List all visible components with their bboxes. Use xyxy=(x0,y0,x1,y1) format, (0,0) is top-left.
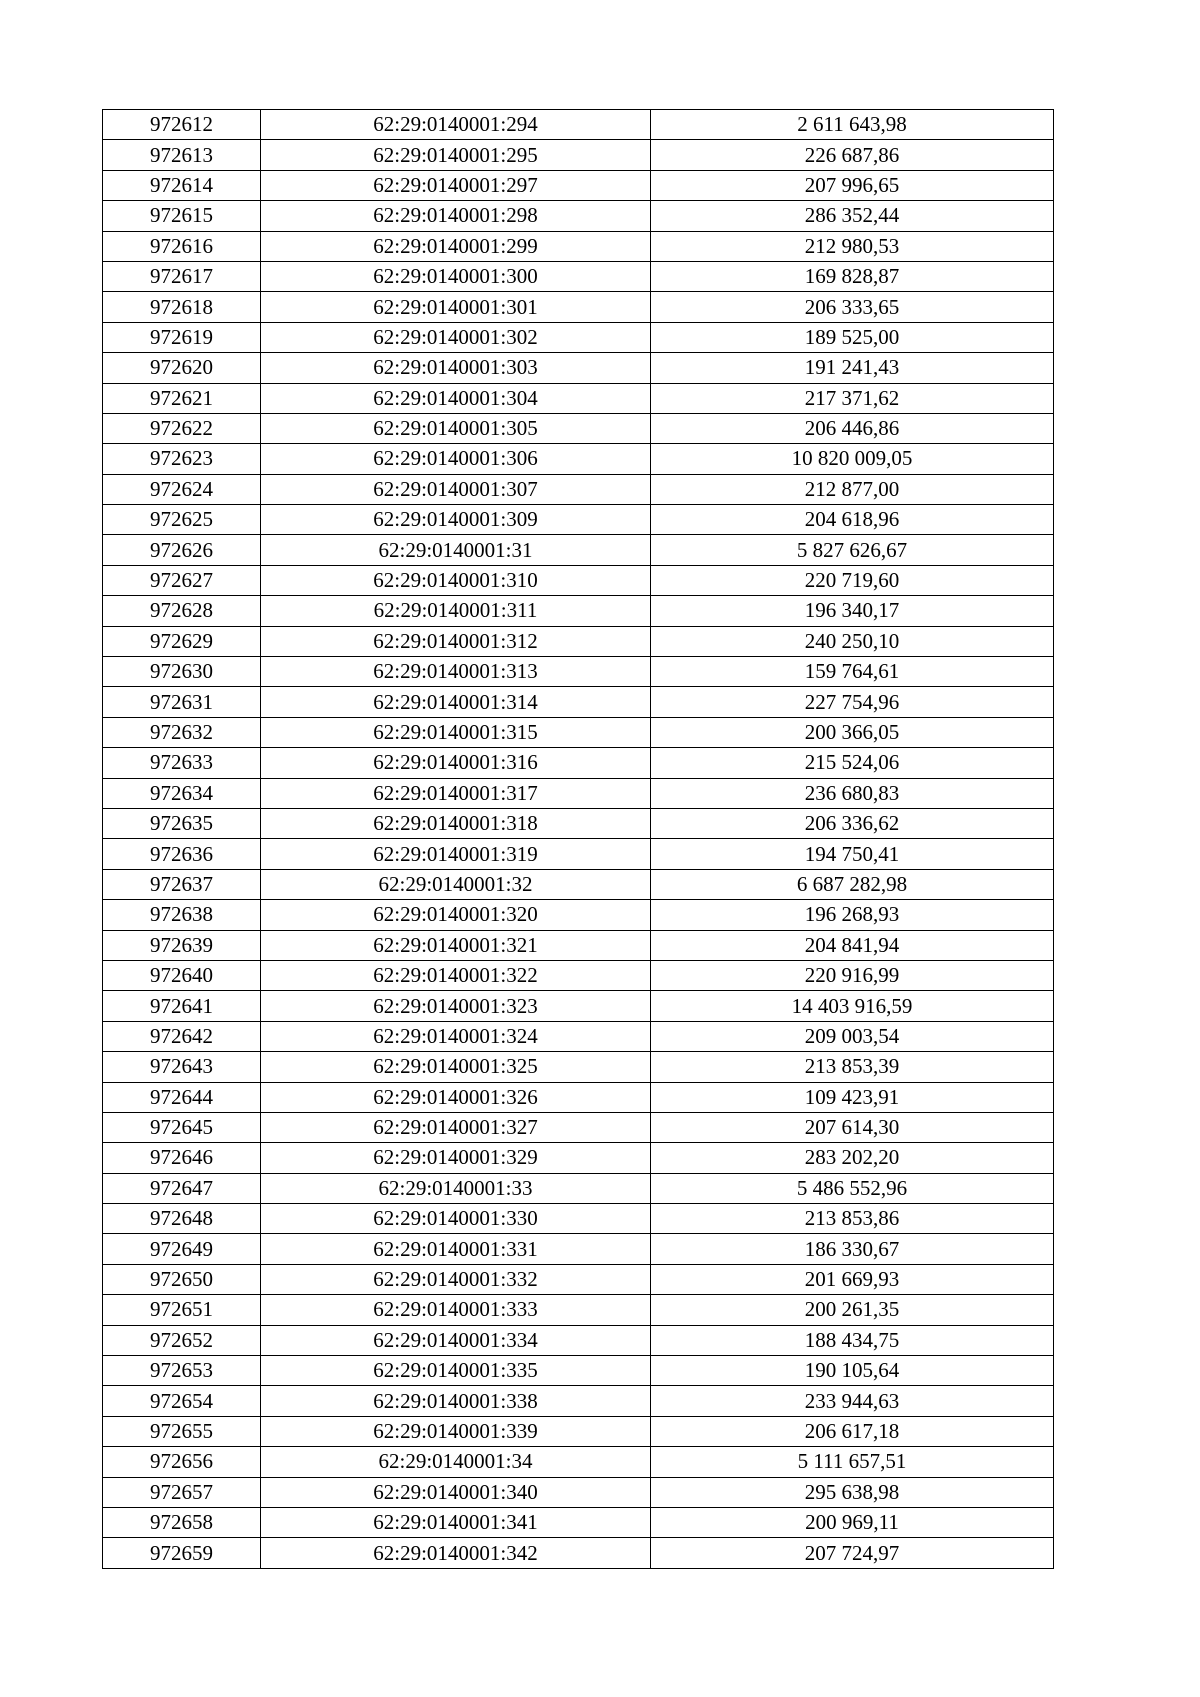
table-row xyxy=(103,231,1054,261)
cadastral-value-cell: 206 617,18 xyxy=(651,1416,1054,1446)
table-row xyxy=(103,748,1054,778)
table-row xyxy=(103,1173,1054,1203)
cadastral-value-cell: 206 333,65 xyxy=(651,292,1054,322)
cadastral-value-cell: 213 853,39 xyxy=(651,1052,1054,1082)
cadastral-number-cell: 62:29:0140001:294 xyxy=(261,110,651,140)
cadastral-number-cell: 62:29:0140001:321 xyxy=(261,930,651,960)
table-row xyxy=(103,1447,1054,1477)
cadastral-value-cell: 286 352,44 xyxy=(651,201,1054,231)
row-number-cell: 972654 xyxy=(103,1386,261,1416)
cadastral-number-cell: 62:29:0140001:320 xyxy=(261,900,651,930)
cadastral-number-cell: 62:29:0140001:313 xyxy=(261,657,651,687)
row-number-cell: 972652 xyxy=(103,1325,261,1355)
row-number-cell: 972636 xyxy=(103,839,261,869)
table-row xyxy=(103,1386,1054,1416)
table-row xyxy=(103,1204,1054,1234)
row-number-cell: 972656 xyxy=(103,1447,261,1477)
row-number-cell: 972645 xyxy=(103,1112,261,1142)
row-number-cell: 972615 xyxy=(103,201,261,231)
row-number-cell: 972621 xyxy=(103,383,261,413)
cadastral-value-cell: 169 828,87 xyxy=(651,261,1054,291)
table-row xyxy=(103,505,1054,535)
cadastral-number-cell: 62:29:0140001:304 xyxy=(261,383,651,413)
row-number-cell: 972614 xyxy=(103,170,261,200)
cadastral-number-cell: 62:29:0140001:302 xyxy=(261,322,651,352)
table-row xyxy=(103,1507,1054,1537)
table-row xyxy=(103,1021,1054,1051)
cadastral-number-cell: 62:29:0140001:299 xyxy=(261,231,651,261)
cadastral-number-cell: 62:29:0140001:323 xyxy=(261,991,651,1021)
cadastral-value-cell: 227 754,96 xyxy=(651,687,1054,717)
table-row xyxy=(103,778,1054,808)
cadastral-value-cell: 209 003,54 xyxy=(651,1021,1054,1051)
row-number-cell: 972634 xyxy=(103,778,261,808)
table-row xyxy=(103,413,1054,443)
cadastral-number-cell: 62:29:0140001:330 xyxy=(261,1204,651,1234)
table-row xyxy=(103,535,1054,565)
row-number-cell: 972625 xyxy=(103,505,261,535)
cadastral-number-cell: 62:29:0140001:309 xyxy=(261,505,651,535)
row-number-cell: 972612 xyxy=(103,110,261,140)
cadastral-number-cell: 62:29:0140001:32 xyxy=(261,869,651,899)
row-number-cell: 972631 xyxy=(103,687,261,717)
table-row xyxy=(103,1052,1054,1082)
cadastral-number-cell: 62:29:0140001:341 xyxy=(261,1507,651,1537)
table-row xyxy=(103,474,1054,504)
cadastral-value-cell: 226 687,86 xyxy=(651,140,1054,170)
row-number-cell: 972622 xyxy=(103,413,261,443)
table-row xyxy=(103,322,1054,352)
row-number-cell: 972658 xyxy=(103,1507,261,1537)
table-row xyxy=(103,808,1054,838)
cadastral-number-cell: 62:29:0140001:327 xyxy=(261,1112,651,1142)
cadastral-number-cell: 62:29:0140001:322 xyxy=(261,960,651,990)
table-row xyxy=(103,626,1054,656)
cadastral-number-cell: 62:29:0140001:332 xyxy=(261,1264,651,1294)
cadastral-value-cell: 194 750,41 xyxy=(651,839,1054,869)
cadastral-value-cell: 206 446,86 xyxy=(651,413,1054,443)
cadastral-value-cell: 5 827 626,67 xyxy=(651,535,1054,565)
table-row xyxy=(103,960,1054,990)
cadastral-number-cell: 62:29:0140001:300 xyxy=(261,261,651,291)
cadastral-value-cell: 200 261,35 xyxy=(651,1295,1054,1325)
row-number-cell: 972629 xyxy=(103,626,261,656)
table-row xyxy=(103,1356,1054,1386)
cadastral-number-cell: 62:29:0140001:295 xyxy=(261,140,651,170)
table-row xyxy=(103,596,1054,626)
table-row xyxy=(103,717,1054,747)
cadastral-value-cell: 200 969,11 xyxy=(651,1507,1054,1537)
cadastral-value-cell: 191 241,43 xyxy=(651,353,1054,383)
cadastral-number-cell: 62:29:0140001:331 xyxy=(261,1234,651,1264)
row-number-cell: 972650 xyxy=(103,1264,261,1294)
cadastral-number-cell: 62:29:0140001:316 xyxy=(261,748,651,778)
cadastral-number-cell: 62:29:0140001:319 xyxy=(261,839,651,869)
cadastral-value-cell: 10 820 009,05 xyxy=(651,444,1054,474)
cadastral-number-cell: 62:29:0140001:31 xyxy=(261,535,651,565)
cadastral-value-cell: 236 680,83 xyxy=(651,778,1054,808)
row-number-cell: 972638 xyxy=(103,900,261,930)
cadastral-value-cell: 207 996,65 xyxy=(651,170,1054,200)
cadastral-value-cell: 213 853,86 xyxy=(651,1204,1054,1234)
table-row xyxy=(103,170,1054,200)
table-row xyxy=(103,657,1054,687)
cadastral-value-cell: 295 638,98 xyxy=(651,1477,1054,1507)
cadastral-value-cell: 206 336,62 xyxy=(651,808,1054,838)
table-row xyxy=(103,444,1054,474)
cadastral-value-cell: 2 611 643,98 xyxy=(651,110,1054,140)
row-number-cell: 972644 xyxy=(103,1082,261,1112)
table-row xyxy=(103,1416,1054,1446)
row-number-cell: 972642 xyxy=(103,1021,261,1051)
cadastral-value-cell: 109 423,91 xyxy=(651,1082,1054,1112)
cadastral-value-cell: 190 105,64 xyxy=(651,1356,1054,1386)
row-number-cell: 972616 xyxy=(103,231,261,261)
table-row xyxy=(103,1477,1054,1507)
cadastral-value-cell: 240 250,10 xyxy=(651,626,1054,656)
row-number-cell: 972617 xyxy=(103,261,261,291)
cadastral-number-cell: 62:29:0140001:306 xyxy=(261,444,651,474)
cadastral-number-cell: 62:29:0140001:333 xyxy=(261,1295,651,1325)
table-row xyxy=(103,1234,1054,1264)
cadastral-number-cell: 62:29:0140001:340 xyxy=(261,1477,651,1507)
row-number-cell: 972628 xyxy=(103,596,261,626)
row-number-cell: 972640 xyxy=(103,960,261,990)
cadastral-number-cell: 62:29:0140001:324 xyxy=(261,1021,651,1051)
table-row xyxy=(103,869,1054,899)
table-row xyxy=(103,201,1054,231)
cadastral-value-cell: 196 268,93 xyxy=(651,900,1054,930)
row-number-cell: 972651 xyxy=(103,1295,261,1325)
cadastral-value-cell: 200 366,05 xyxy=(651,717,1054,747)
cadastral-value-cell: 5 486 552,96 xyxy=(651,1173,1054,1203)
row-number-cell: 972623 xyxy=(103,444,261,474)
cadastral-value-cell: 5 111 657,51 xyxy=(651,1447,1054,1477)
row-number-cell: 972626 xyxy=(103,535,261,565)
cadastral-value-cell: 201 669,93 xyxy=(651,1264,1054,1294)
row-number-cell: 972624 xyxy=(103,474,261,504)
cadastral-number-cell: 62:29:0140001:310 xyxy=(261,565,651,595)
cadastral-number-cell: 62:29:0140001:312 xyxy=(261,626,651,656)
cadastral-value-cell: 283 202,20 xyxy=(651,1143,1054,1173)
table-row xyxy=(103,383,1054,413)
row-number-cell: 972647 xyxy=(103,1173,261,1203)
cadastral-value-cell: 233 944,63 xyxy=(651,1386,1054,1416)
row-number-cell: 972632 xyxy=(103,717,261,747)
table-row xyxy=(103,930,1054,960)
cadastral-number-cell: 62:29:0140001:317 xyxy=(261,778,651,808)
cadastral-number-cell: 62:29:0140001:315 xyxy=(261,717,651,747)
cadastral-number-cell: 62:29:0140001:338 xyxy=(261,1386,651,1416)
cadastral-number-cell: 62:29:0140001:339 xyxy=(261,1416,651,1446)
row-number-cell: 972620 xyxy=(103,353,261,383)
row-number-cell: 972646 xyxy=(103,1143,261,1173)
cadastral-number-cell: 62:29:0140001:33 xyxy=(261,1173,651,1203)
table-row xyxy=(103,839,1054,869)
cadastral-number-cell: 62:29:0140001:298 xyxy=(261,201,651,231)
cadastral-number-cell: 62:29:0140001:326 xyxy=(261,1082,651,1112)
row-number-cell: 972619 xyxy=(103,322,261,352)
row-number-cell: 972633 xyxy=(103,748,261,778)
row-number-cell: 972655 xyxy=(103,1416,261,1446)
table-row xyxy=(103,292,1054,322)
table-row xyxy=(103,140,1054,170)
cadastral-value-cell: 220 916,99 xyxy=(651,960,1054,990)
row-number-cell: 972618 xyxy=(103,292,261,322)
cadastral-value-cell: 220 719,60 xyxy=(651,565,1054,595)
cadastral-number-cell: 62:29:0140001:329 xyxy=(261,1143,651,1173)
cadastral-value-cell: 217 371,62 xyxy=(651,383,1054,413)
cadastral-number-cell: 62:29:0140001:318 xyxy=(261,808,651,838)
table-row xyxy=(103,1082,1054,1112)
cadastral-value-cell: 14 403 916,59 xyxy=(651,991,1054,1021)
cadastral-number-cell: 62:29:0140001:335 xyxy=(261,1356,651,1386)
row-number-cell: 972649 xyxy=(103,1234,261,1264)
cadastral-value-cell: 212 980,53 xyxy=(651,231,1054,261)
cadastral-number-cell: 62:29:0140001:305 xyxy=(261,413,651,443)
cadastral-number-cell: 62:29:0140001:325 xyxy=(261,1052,651,1082)
table-row xyxy=(103,565,1054,595)
row-number-cell: 972653 xyxy=(103,1356,261,1386)
cadastral-value-cell: 159 764,61 xyxy=(651,657,1054,687)
row-number-cell: 972648 xyxy=(103,1204,261,1234)
cadastral-value-cell: 186 330,67 xyxy=(651,1234,1054,1264)
cadastral-value-cell: 6 687 282,98 xyxy=(651,869,1054,899)
cadastral-value-table xyxy=(102,109,1054,1569)
row-number-cell: 972659 xyxy=(103,1538,261,1568)
table-row xyxy=(103,1295,1054,1325)
row-number-cell: 972627 xyxy=(103,565,261,595)
cadastral-number-cell: 62:29:0140001:297 xyxy=(261,170,651,200)
row-number-cell: 972635 xyxy=(103,808,261,838)
cadastral-value-cell: 204 841,94 xyxy=(651,930,1054,960)
table-row xyxy=(103,353,1054,383)
table-row xyxy=(103,1112,1054,1142)
table-row xyxy=(103,1325,1054,1355)
cadastral-number-cell: 62:29:0140001:303 xyxy=(261,353,651,383)
cadastral-value-cell: 196 340,17 xyxy=(651,596,1054,626)
row-number-cell: 972630 xyxy=(103,657,261,687)
cadastral-number-cell: 62:29:0140001:301 xyxy=(261,292,651,322)
cadastral-number-cell: 62:29:0140001:307 xyxy=(261,474,651,504)
table-row xyxy=(103,991,1054,1021)
row-number-cell: 972657 xyxy=(103,1477,261,1507)
table-row xyxy=(103,110,1054,140)
row-number-cell: 972637 xyxy=(103,869,261,899)
table-body xyxy=(103,110,1054,1569)
table-row xyxy=(103,687,1054,717)
cadastral-value-cell: 207 614,30 xyxy=(651,1112,1054,1142)
cadastral-value-cell: 204 618,96 xyxy=(651,505,1054,535)
cadastral-number-cell: 62:29:0140001:342 xyxy=(261,1538,651,1568)
cadastral-value-cell: 215 524,06 xyxy=(651,748,1054,778)
cadastral-value-cell: 207 724,97 xyxy=(651,1538,1054,1568)
cadastral-number-cell: 62:29:0140001:334 xyxy=(261,1325,651,1355)
cadastral-value-cell: 212 877,00 xyxy=(651,474,1054,504)
table-row xyxy=(103,1264,1054,1294)
row-number-cell: 972613 xyxy=(103,140,261,170)
table-row xyxy=(103,261,1054,291)
cadastral-number-cell: 62:29:0140001:314 xyxy=(261,687,651,717)
cadastral-value-cell: 189 525,00 xyxy=(651,322,1054,352)
cadastral-value-cell: 188 434,75 xyxy=(651,1325,1054,1355)
row-number-cell: 972639 xyxy=(103,930,261,960)
cadastral-number-cell: 62:29:0140001:311 xyxy=(261,596,651,626)
row-number-cell: 972641 xyxy=(103,991,261,1021)
table-row xyxy=(103,1538,1054,1568)
table-row xyxy=(103,900,1054,930)
cadastral-number-cell: 62:29:0140001:34 xyxy=(261,1447,651,1477)
row-number-cell: 972643 xyxy=(103,1052,261,1082)
table-row xyxy=(103,1143,1054,1173)
